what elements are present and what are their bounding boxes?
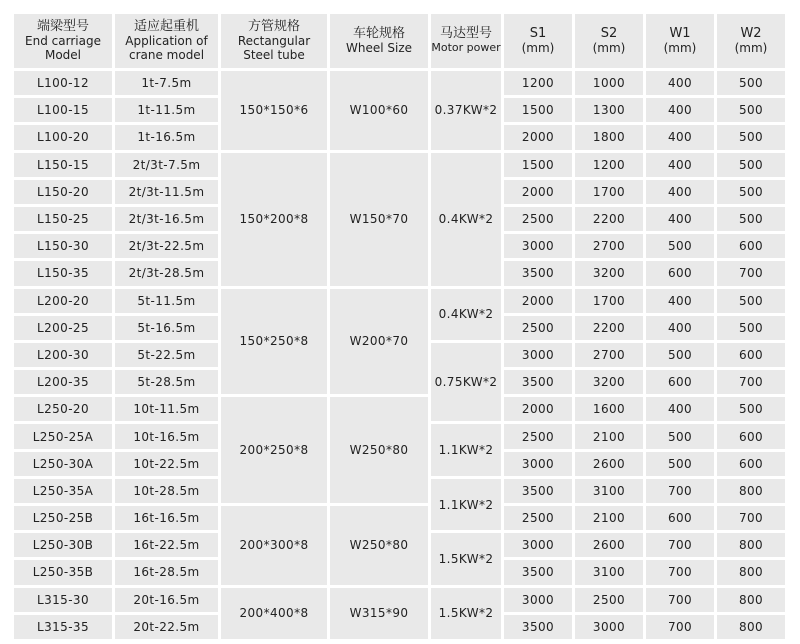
- header-w2: [717, 14, 785, 68]
- cell-w2: 500: [717, 289, 785, 313]
- header-w1: [646, 14, 714, 68]
- cell-model: L200-20: [14, 289, 112, 313]
- cell-model: L150-20: [14, 180, 112, 204]
- cell-w2: 600: [717, 234, 785, 258]
- cell-model: L150-15: [14, 153, 112, 177]
- cell-model: L250-30B: [14, 533, 112, 557]
- cell-crane: 1t-16.5m: [115, 125, 218, 149]
- cell-s2: 1700: [575, 289, 643, 313]
- cell-crane: 2t/3t-7.5m: [115, 153, 218, 177]
- cell-model: L100-20: [14, 125, 112, 149]
- cell-s1: 2000: [504, 397, 572, 421]
- cell-w2: 600: [717, 424, 785, 448]
- cell-w2: 500: [717, 397, 785, 421]
- cell-model: L250-20: [14, 397, 112, 421]
- cell-w1: 400: [646, 180, 714, 204]
- header-s2-unit: (mm): [592, 41, 626, 55]
- cell-motor: 0.4KW*2: [431, 289, 501, 340]
- cell-wheel: W315*90: [330, 588, 428, 639]
- header-model-en-1: End carriage: [25, 34, 101, 48]
- header-motor: [431, 14, 501, 68]
- cell-w2: 500: [717, 71, 785, 95]
- table-row: [14, 153, 785, 177]
- cell-w2: 800: [717, 479, 785, 503]
- cell-s1: 1500: [504, 153, 572, 177]
- cell-s1: 2000: [504, 289, 572, 313]
- cell-s2: 1800: [575, 125, 643, 149]
- cell-s2: 2200: [575, 316, 643, 340]
- cell-w1: 400: [646, 71, 714, 95]
- cell-s2: 3100: [575, 560, 643, 584]
- cell-tube: 150*250*8: [221, 289, 327, 395]
- cell-s2: 3100: [575, 479, 643, 503]
- header-crane: [115, 14, 218, 68]
- cell-w1: 500: [646, 424, 714, 448]
- cell-crane: 16t-28.5m: [115, 560, 218, 584]
- cell-s1: 3000: [504, 588, 572, 612]
- cell-tube: 150*150*6: [221, 71, 327, 150]
- header-crane-zh: 适应起重机: [133, 19, 199, 34]
- cell-s1: 3500: [504, 560, 572, 584]
- header-tube-en-2: Steel tube: [243, 48, 305, 62]
- cell-w1: 400: [646, 98, 714, 122]
- cell-s1: 3000: [504, 533, 572, 557]
- cell-motor: 1.1KW*2: [431, 424, 501, 475]
- cell-wheel: W250*80: [330, 506, 428, 585]
- cell-w1: 400: [646, 316, 714, 340]
- cell-model: L100-15: [14, 98, 112, 122]
- cell-crane: 10t-11.5m: [115, 397, 218, 421]
- cell-model: L150-25: [14, 207, 112, 231]
- header-crane-en-2: crane model: [128, 48, 205, 62]
- cell-w2: 800: [717, 533, 785, 557]
- cell-s1: 2500: [504, 207, 572, 231]
- cell-s2: 3200: [575, 370, 643, 394]
- table-row: [14, 397, 785, 421]
- cell-s1: 3500: [504, 615, 572, 639]
- cell-w2: 700: [717, 506, 785, 530]
- header-w1-unit: (mm): [663, 41, 697, 55]
- cell-model: L200-25: [14, 316, 112, 340]
- cell-s1: 1500: [504, 98, 572, 122]
- cell-model: L250-35A: [14, 479, 112, 503]
- spec-table-body: [14, 71, 785, 639]
- cell-s1: 2500: [504, 424, 572, 448]
- header-s2: [575, 14, 643, 68]
- cell-w2: 600: [717, 452, 785, 476]
- cell-tube: 200*250*8: [221, 397, 327, 503]
- header-motor-zh: 马达型号: [439, 26, 492, 41]
- header-crane-en-1: Application of: [125, 34, 208, 48]
- cell-crane: 2t/3t-28.5m: [115, 261, 218, 285]
- header-model: [14, 14, 112, 68]
- header-wheel-zh: 车轮规格: [352, 26, 405, 41]
- cell-w1: 500: [646, 452, 714, 476]
- cell-w1: 400: [646, 289, 714, 313]
- cell-model: L315-30: [14, 588, 112, 612]
- cell-s2: 2100: [575, 424, 643, 448]
- cell-w1: 600: [646, 506, 714, 530]
- cell-tube: 200*300*8: [221, 506, 327, 585]
- cell-w2: 600: [717, 343, 785, 367]
- cell-crane: 16t-16.5m: [115, 506, 218, 530]
- cell-w2: 700: [717, 370, 785, 394]
- cell-s2: 1200: [575, 153, 643, 177]
- cell-crane: 5t-28.5m: [115, 370, 218, 394]
- cell-s2: 2200: [575, 207, 643, 231]
- cell-s1: 2500: [504, 316, 572, 340]
- cell-wheel: W200*70: [330, 289, 428, 395]
- cell-crane: 10t-16.5m: [115, 424, 218, 448]
- cell-s2: 1600: [575, 397, 643, 421]
- cell-tube: 150*200*8: [221, 153, 327, 286]
- cell-wheel: W250*80: [330, 397, 428, 503]
- cell-model: L250-25A: [14, 424, 112, 448]
- cell-crane: 16t-22.5m: [115, 533, 218, 557]
- cell-model: L250-35B: [14, 560, 112, 584]
- table-row: [14, 588, 785, 612]
- cell-w2: 700: [717, 261, 785, 285]
- cell-w1: 500: [646, 343, 714, 367]
- cell-motor: 1.5KW*2: [431, 588, 501, 639]
- cell-w1: 700: [646, 588, 714, 612]
- cell-s2: 3000: [575, 615, 643, 639]
- cell-crane: 1t-11.5m: [115, 98, 218, 122]
- header-tube-zh: 方管规格: [247, 19, 300, 34]
- cell-w1: 400: [646, 153, 714, 177]
- cell-s2: 1300: [575, 98, 643, 122]
- cell-w1: 700: [646, 479, 714, 503]
- cell-tube: 200*400*8: [221, 588, 327, 639]
- cell-w2: 500: [717, 125, 785, 149]
- header-wheel: [330, 14, 428, 68]
- cell-model: L250-30A: [14, 452, 112, 476]
- header-s1-label: S1: [529, 26, 547, 41]
- header-model-zh: 端梁型号: [36, 19, 89, 34]
- table-row: [14, 506, 785, 530]
- cell-s1: 2000: [504, 125, 572, 149]
- cell-s1: 2500: [504, 506, 572, 530]
- header-s1: [504, 14, 572, 68]
- cell-s2: 1000: [575, 71, 643, 95]
- cell-s1: 3000: [504, 343, 572, 367]
- cell-s1: 3500: [504, 370, 572, 394]
- spec-table: [11, 11, 788, 642]
- cell-s2: 2500: [575, 588, 643, 612]
- header-w2-label: W2: [740, 26, 762, 41]
- cell-w1: 400: [646, 125, 714, 149]
- cell-w2: 800: [717, 560, 785, 584]
- cell-motor: 1.5KW*2: [431, 533, 501, 584]
- cell-model: L150-35: [14, 261, 112, 285]
- cell-crane: 5t-16.5m: [115, 316, 218, 340]
- cell-crane: 2t/3t-11.5m: [115, 180, 218, 204]
- table-row: [14, 289, 785, 313]
- cell-w2: 800: [717, 615, 785, 639]
- cell-model: L200-30: [14, 343, 112, 367]
- header-w1-label: W1: [669, 26, 691, 41]
- cell-crane: 5t-22.5m: [115, 343, 218, 367]
- header-tube: [221, 14, 327, 68]
- cell-motor: 1.1KW*2: [431, 479, 501, 530]
- cell-s1: 3500: [504, 261, 572, 285]
- cell-crane: 1t-7.5m: [115, 71, 218, 95]
- cell-model: L100-12: [14, 71, 112, 95]
- cell-w2: 500: [717, 98, 785, 122]
- cell-model: L150-30: [14, 234, 112, 258]
- cell-crane: 2t/3t-22.5m: [115, 234, 218, 258]
- cell-w1: 400: [646, 207, 714, 231]
- cell-model: L315-35: [14, 615, 112, 639]
- cell-wheel: W100*60: [330, 71, 428, 150]
- cell-crane: 10t-28.5m: [115, 479, 218, 503]
- cell-s1: 3000: [504, 452, 572, 476]
- header-model-en-2: Model: [44, 48, 82, 62]
- cell-w1: 700: [646, 615, 714, 639]
- cell-crane: 5t-11.5m: [115, 289, 218, 313]
- header-motor-en: Motor power: [431, 41, 501, 54]
- cell-s2: 3200: [575, 261, 643, 285]
- cell-w1: 600: [646, 370, 714, 394]
- cell-s2: 2700: [575, 234, 643, 258]
- cell-motor: 0.37KW*2: [431, 71, 501, 150]
- cell-w2: 500: [717, 316, 785, 340]
- cell-s1: 2000: [504, 180, 572, 204]
- cell-s1: 3500: [504, 479, 572, 503]
- header-tube-en-1: Rectangular: [237, 34, 311, 48]
- cell-w1: 700: [646, 533, 714, 557]
- cell-s2: 1700: [575, 180, 643, 204]
- cell-w1: 600: [646, 261, 714, 285]
- header-s1-unit: (mm): [521, 41, 555, 55]
- cell-s2: 2700: [575, 343, 643, 367]
- cell-w1: 700: [646, 560, 714, 584]
- table-row: [14, 71, 785, 95]
- cell-w2: 500: [717, 207, 785, 231]
- header-w2-unit: (mm): [734, 41, 768, 55]
- cell-w1: 500: [646, 234, 714, 258]
- header-s2-label: S2: [600, 26, 618, 41]
- cell-crane: 20t-22.5m: [115, 615, 218, 639]
- cell-model: L200-35: [14, 370, 112, 394]
- header-row: [14, 14, 785, 68]
- cell-s2: 2600: [575, 533, 643, 557]
- cell-s2: 2600: [575, 452, 643, 476]
- cell-crane: 10t-22.5m: [115, 452, 218, 476]
- cell-s2: 2100: [575, 506, 643, 530]
- cell-wheel: W150*70: [330, 153, 428, 286]
- cell-motor: 0.4KW*2: [431, 153, 501, 286]
- cell-crane: 20t-16.5m: [115, 588, 218, 612]
- cell-motor: 0.75KW*2: [431, 343, 501, 422]
- cell-w2: 500: [717, 180, 785, 204]
- cell-model: L250-25B: [14, 506, 112, 530]
- cell-s1: 1200: [504, 71, 572, 95]
- header-wheel-en: Wheel Size: [345, 41, 413, 55]
- cell-w2: 500: [717, 153, 785, 177]
- cell-s1: 3000: [504, 234, 572, 258]
- cell-crane: 2t/3t-16.5m: [115, 207, 218, 231]
- cell-w2: 800: [717, 588, 785, 612]
- cell-w1: 400: [646, 397, 714, 421]
